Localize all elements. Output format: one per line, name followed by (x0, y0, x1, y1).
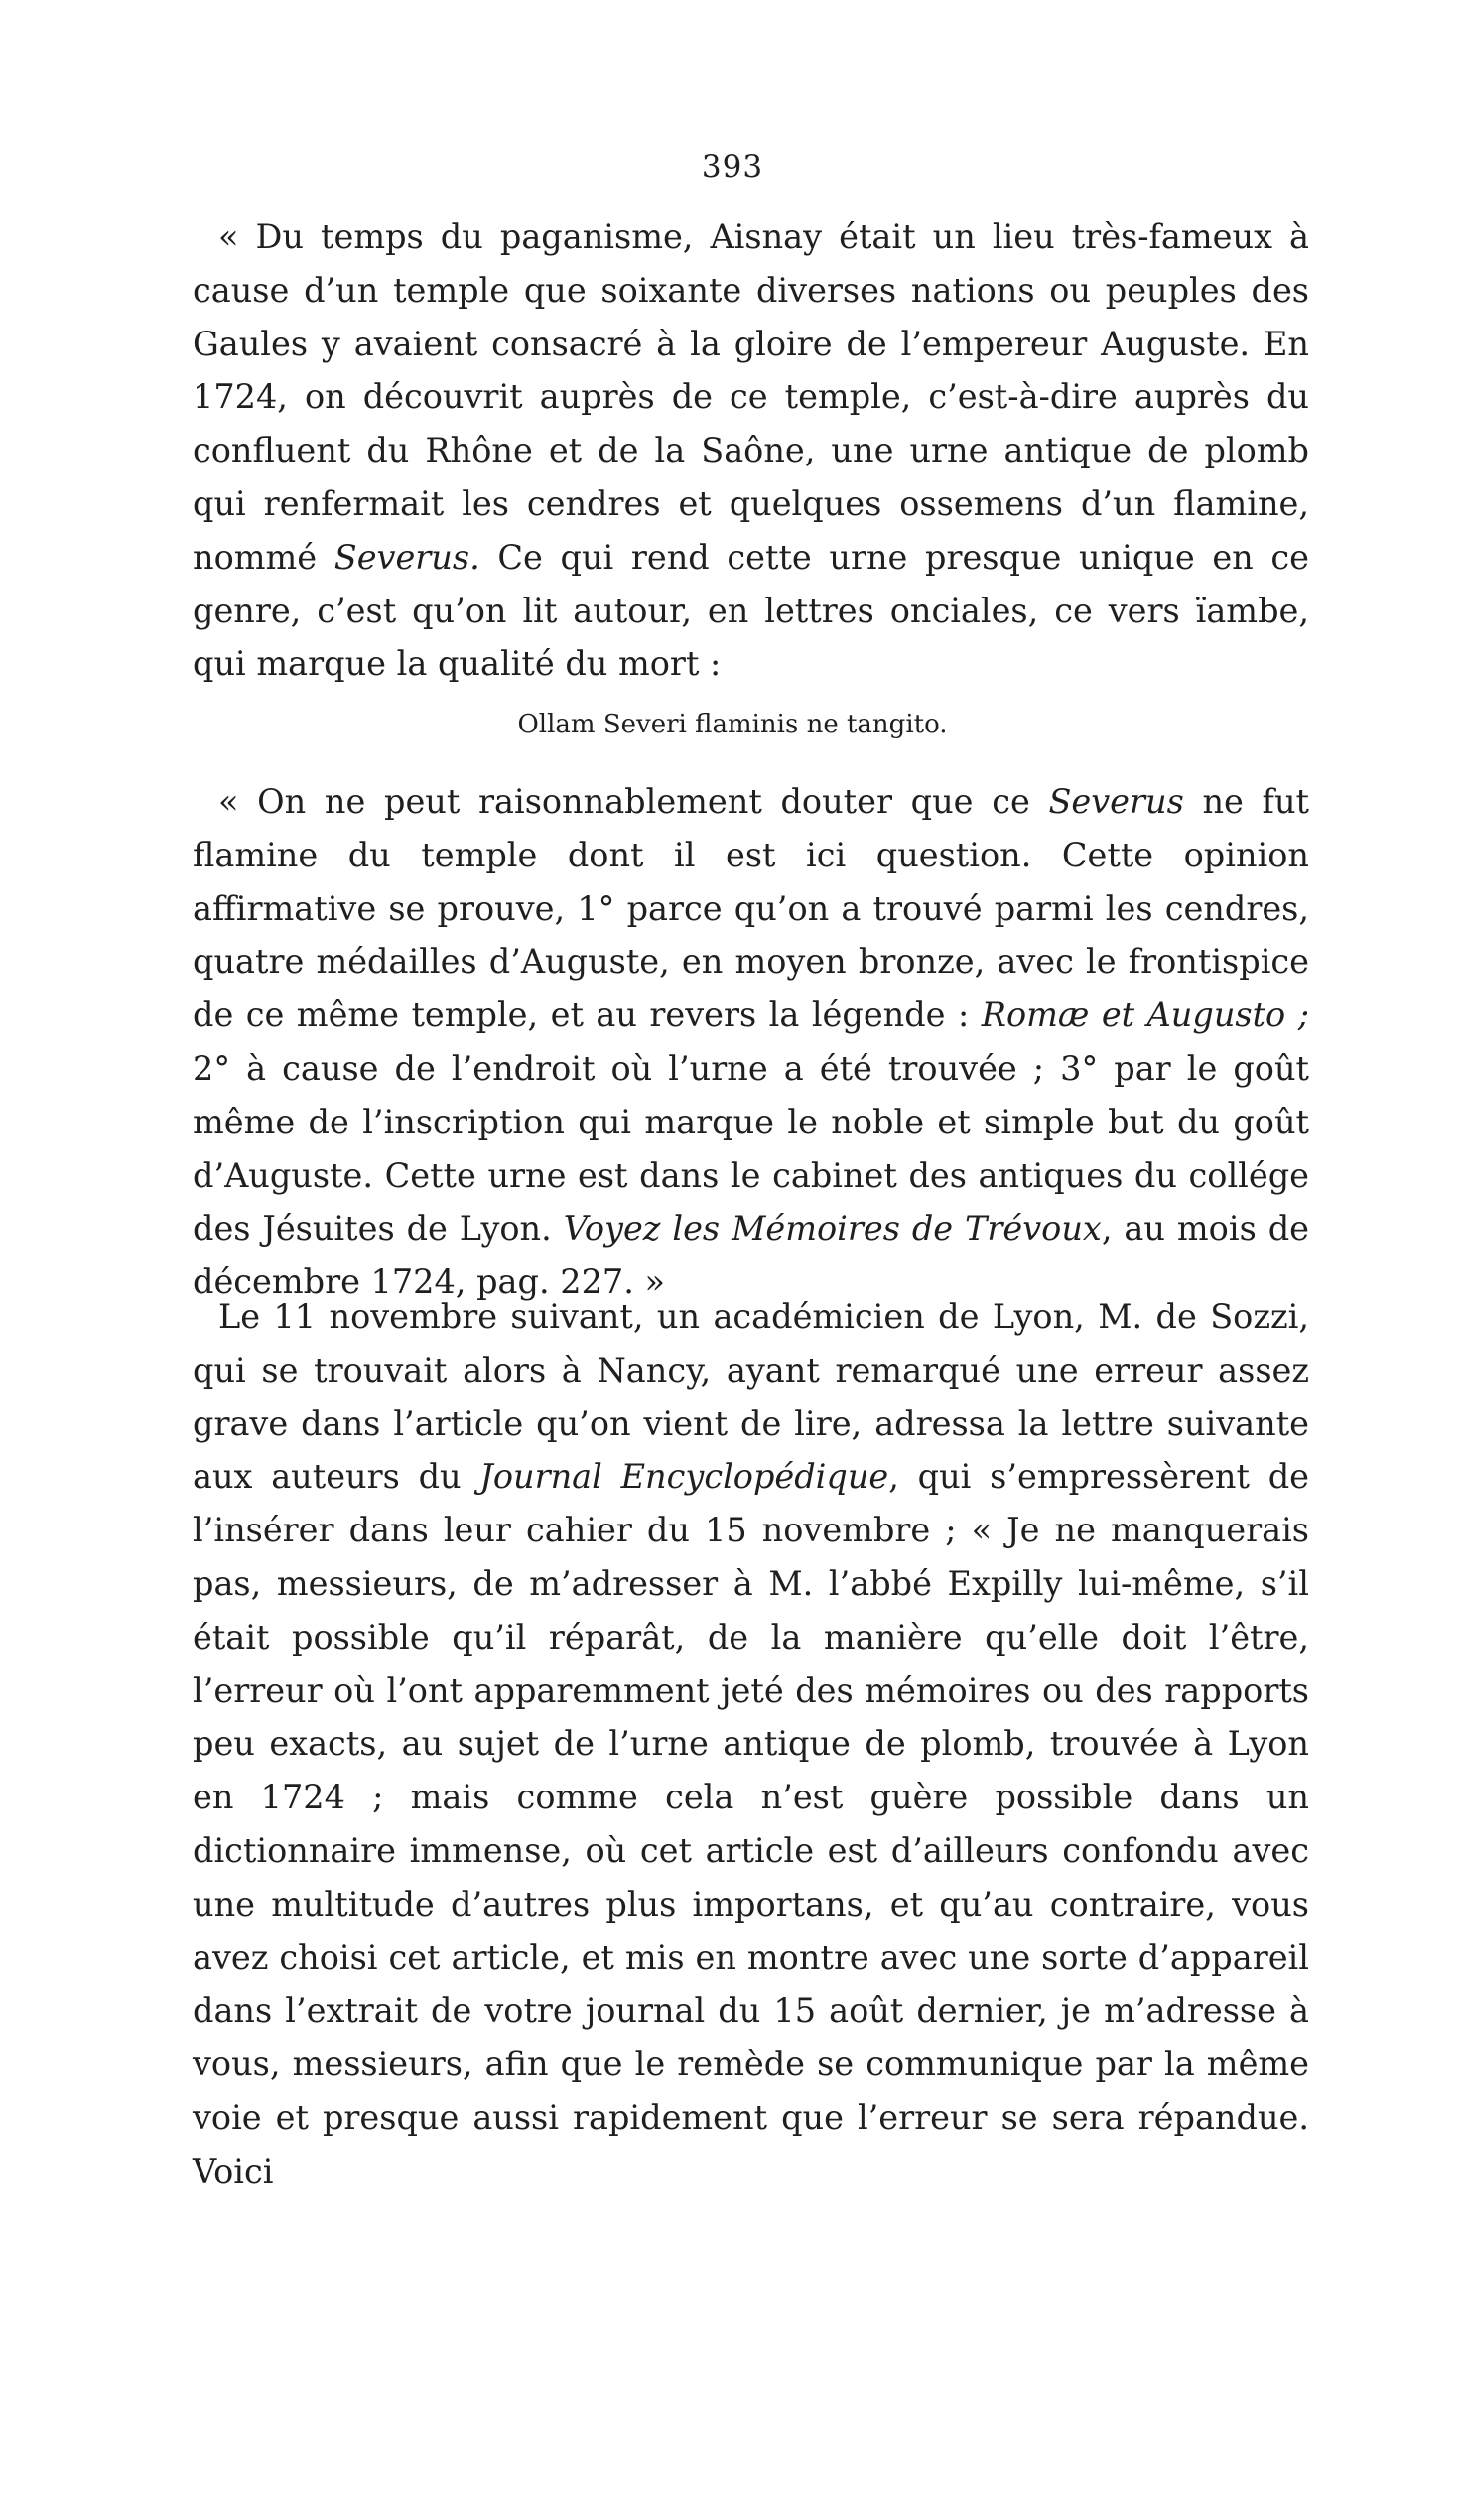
paragraph-text: Ce qui rend cette urne presque unique en ce genre, c’est qu’on lit autour, en lettres onciales, ce vers ïambe, qui marque la qualité du mort : (193, 537, 1309, 684)
paragraph-text: 2° à cause de l’endroit où l’urne a été trouvée ; 3° par le goût même de l’inscription qui marque le noble et simple but du goût d’Auguste. Cette urne est dans le cabinet des antiques du collége des Jésuites de Lyon. (193, 1048, 1309, 1249)
italic-memoires-trevoux: Voyez les Mémoires de Trévoux (563, 1209, 1102, 1249)
paragraph-text: « Du temps du paganisme, Aisnay était un lieu très-fameux à cause d’un temple que soixante diverses nations ou peuples des Gaules y avaient consacré à la gloire de l’empereur Auguste. En 1724, on découvrit auprès de ce temple, c’est-à-dire auprès du confluent du Rhône et de la Saône, une urne antique de plomb qui renfermait les cendres et quelques ossemens d’un flamine, nommé (193, 217, 1309, 577)
italic-journal-encyclopedique: Journal Encyclopédique (479, 1457, 889, 1497)
paragraph-body (193, 775, 1309, 1309)
page-number: 393 (701, 149, 764, 185)
paragraph-text: ne fut flamine du temple dont il est ici question. Cette opinion affirmative se prouve, 1° parce qu’on a trouvé parmi les cendres, quatre médailles d’Auguste, en moyen bronze, avec le frontispice de ce même temple, et au revers la légende : (193, 782, 1309, 1035)
paragraph-text: , qui s’empressèrent de l’insérer dans leur cahier du 15 novembre ; « Je ne manquerais pas, messieurs, de m’adresser à M. l’abbé Expilly lui-même, s’il était possible qu’il réparât, de la manière qu’elle doit l’être, l’erreur où l’ont apparemment jeté des mémoires ou des rapports peu exacts, au sujet de l’urne antique de plomb, trouvée à Lyon en 1724 ; mais comme cela n’est guère possible dans un dictionnaire immense, où cet article est d’ailleurs confondu avec une multitude d’autres plus importans, et qu’au contraire, vous avez choisi cet article, et mis en montre avec une sorte d’appareil dans l’extrait de votre journal du 15 août dernier, je m’adresse à vous, messieurs, afin que le remède se communique par la même voie et presque aussi rapidement que l’erreur se sera répandue. Voici (193, 1457, 1310, 2190)
paragraph-body (193, 210, 1309, 691)
paragraph-sozzi-letter (193, 1290, 1309, 2198)
paragraph-text: Le 11 novembre suivant, un académicien de Lyon, M. de Sozzi, qui se trouvait alors à Nancy, ayant remarqué une erreur assez grave dans l’article qu’on vient de lire, adressa la lettre suivante aux auteurs du (193, 1297, 1309, 1497)
paragraph-body (193, 1290, 1309, 2198)
paragraph-aisnay-temple (193, 210, 1309, 691)
paragraph-text: , au mois de décembre 1724, pag. 227. » (193, 1209, 1309, 1302)
paragraph-severus-flamine (193, 775, 1309, 1309)
latin-verse: Ollam Severi flaminis ne tangito. (517, 710, 948, 739)
italic-severus: Severus. (333, 537, 480, 577)
italic-severus: Severus (1048, 782, 1184, 821)
paragraph-text: « On ne peut raisonnablement douter que ce (218, 782, 1049, 821)
italic-legend: Romæ et Augusto ; (981, 995, 1309, 1035)
